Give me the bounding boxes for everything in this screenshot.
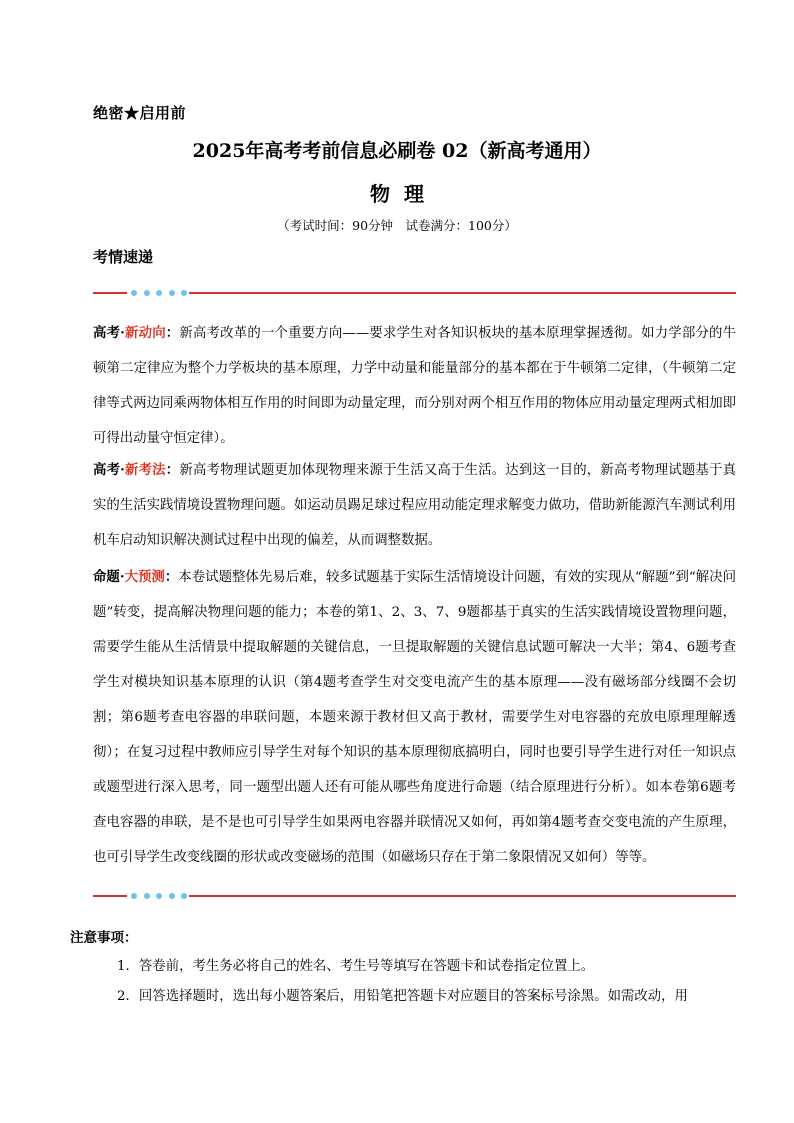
divider-line-left [93, 895, 127, 897]
page-title: 2025年高考考前信息必刷卷 02（新高考通用） [192, 140, 602, 162]
divider-dot [181, 893, 187, 899]
divider-dot [144, 893, 150, 899]
divider-bottom [93, 890, 736, 902]
paragraph-label-highlight: 大预测 [124, 569, 165, 585]
paragraph-label-sep: ： [165, 462, 180, 478]
divider-dot [131, 893, 137, 899]
note-item: 2．回答选择题时，选出每小题答案后，用铅笔把答题卡对应题目的答案标号涂黑。如需改动，用 [117, 989, 688, 1004]
divider-dot [131, 290, 137, 296]
divider-dot [156, 893, 162, 899]
divider-dots [131, 288, 187, 298]
paragraph-new-method [93, 453, 736, 558]
paragraph-label-sep: ： [165, 325, 180, 341]
exam-info: （考试时间：90分钟 试卷满分：100分） [277, 218, 517, 233]
divider-dot [181, 290, 187, 296]
paragraph-label-sep: ： [164, 569, 179, 585]
paragraph-prediction [93, 560, 736, 875]
paragraph-label: 命题· [93, 569, 125, 585]
confidential-mark: 绝密★启用前 [93, 104, 187, 122]
divider-dots [131, 891, 187, 901]
paragraph-label-highlight: 新动向 [124, 325, 166, 341]
divider-dot [169, 290, 175, 296]
divider-line-right [189, 292, 736, 294]
subject-title: 物理 [370, 182, 438, 206]
paragraph-text: 新高考改革的一个重要方向——要求学生对各知识板块的基本原理掌握透彻。如力学部分的牛顿第二定律应为整个力学板块的基本原理，力学中动量和能量部分的基本都在于牛顿第二定律，（牛顿第二定律等式两边同乘两物体相互作用的时间即为动量定理，而分别对两个相互作用的物体应用动量定理两式相加即可得出动量守恒定律）。 [93, 326, 737, 446]
paragraph-text: 本卷试题整体先易后难，较多试题基于实际生活情境设计问题，有效的实现从“解题”到“解决问题”转变，提高解决物理问题的能力；本卷的第1、2、3、7、9题都基于真实的生活实践情境设置物理问题，需要学生能从生活情景中提取解题的关键信息，一旦提取解题的关键信息试题可解决一大半；第4、6题考查学生对模块知识基本原理的认识（第4题考查学生对交变电流产生的基本原理——没有磁场部分线圈不会切割；第6题考查电容器的串联问题，本题来源于教材但又高于教材，需要学生对电容器的充放电原理理解透彻）；在复习过程中教师应引导学生对每个知识的基本原理彻底搞明白，同时也要引导学生进行对任一知识点或题型进行深入思考，同一题型出题人还有可能从哪些角度进行命题（结合原理进行分析）。如本卷第6题考查电容器的串联，是不是也可引导学生如果两电容器并联情况又如何，再如第4题考查交变电流的产生原理，也可引导学生改变线圈的形状或改变磁场的范围（如磁场只存在于第二象限情况又如何）等等。 [93, 570, 737, 865]
paragraph-new-trend [93, 316, 736, 456]
section-title: 考情速递 [93, 248, 154, 266]
paragraph-label: 高考· [93, 325, 125, 341]
divider-line-left [93, 292, 127, 294]
notes-title: 注意事项： [70, 930, 138, 946]
note-item: 1．答卷前，考生务必将自己的姓名、考生号等填写在答题卡和试卷指定位置上。 [117, 959, 595, 974]
paragraph-label-highlight: 新考法 [124, 462, 166, 478]
divider-dot [169, 893, 175, 899]
divider-top [93, 287, 736, 299]
divider-dot [156, 290, 162, 296]
paragraph-text: 新高考物理试题更加体现物理来源于生活又高于生活。达到这一目的，新高考物理试题基于真实的生活实践情境设置物理问题。如运动员踢足球过程应用动能定理求解变力做功，借助新能源汽车测试利用机车启动知识解决测试过程中出现的偏差，从而调整数据。 [93, 463, 737, 548]
divider-line-right [189, 895, 736, 897]
divider-dot [144, 290, 150, 296]
paragraph-label: 高考· [93, 462, 125, 478]
